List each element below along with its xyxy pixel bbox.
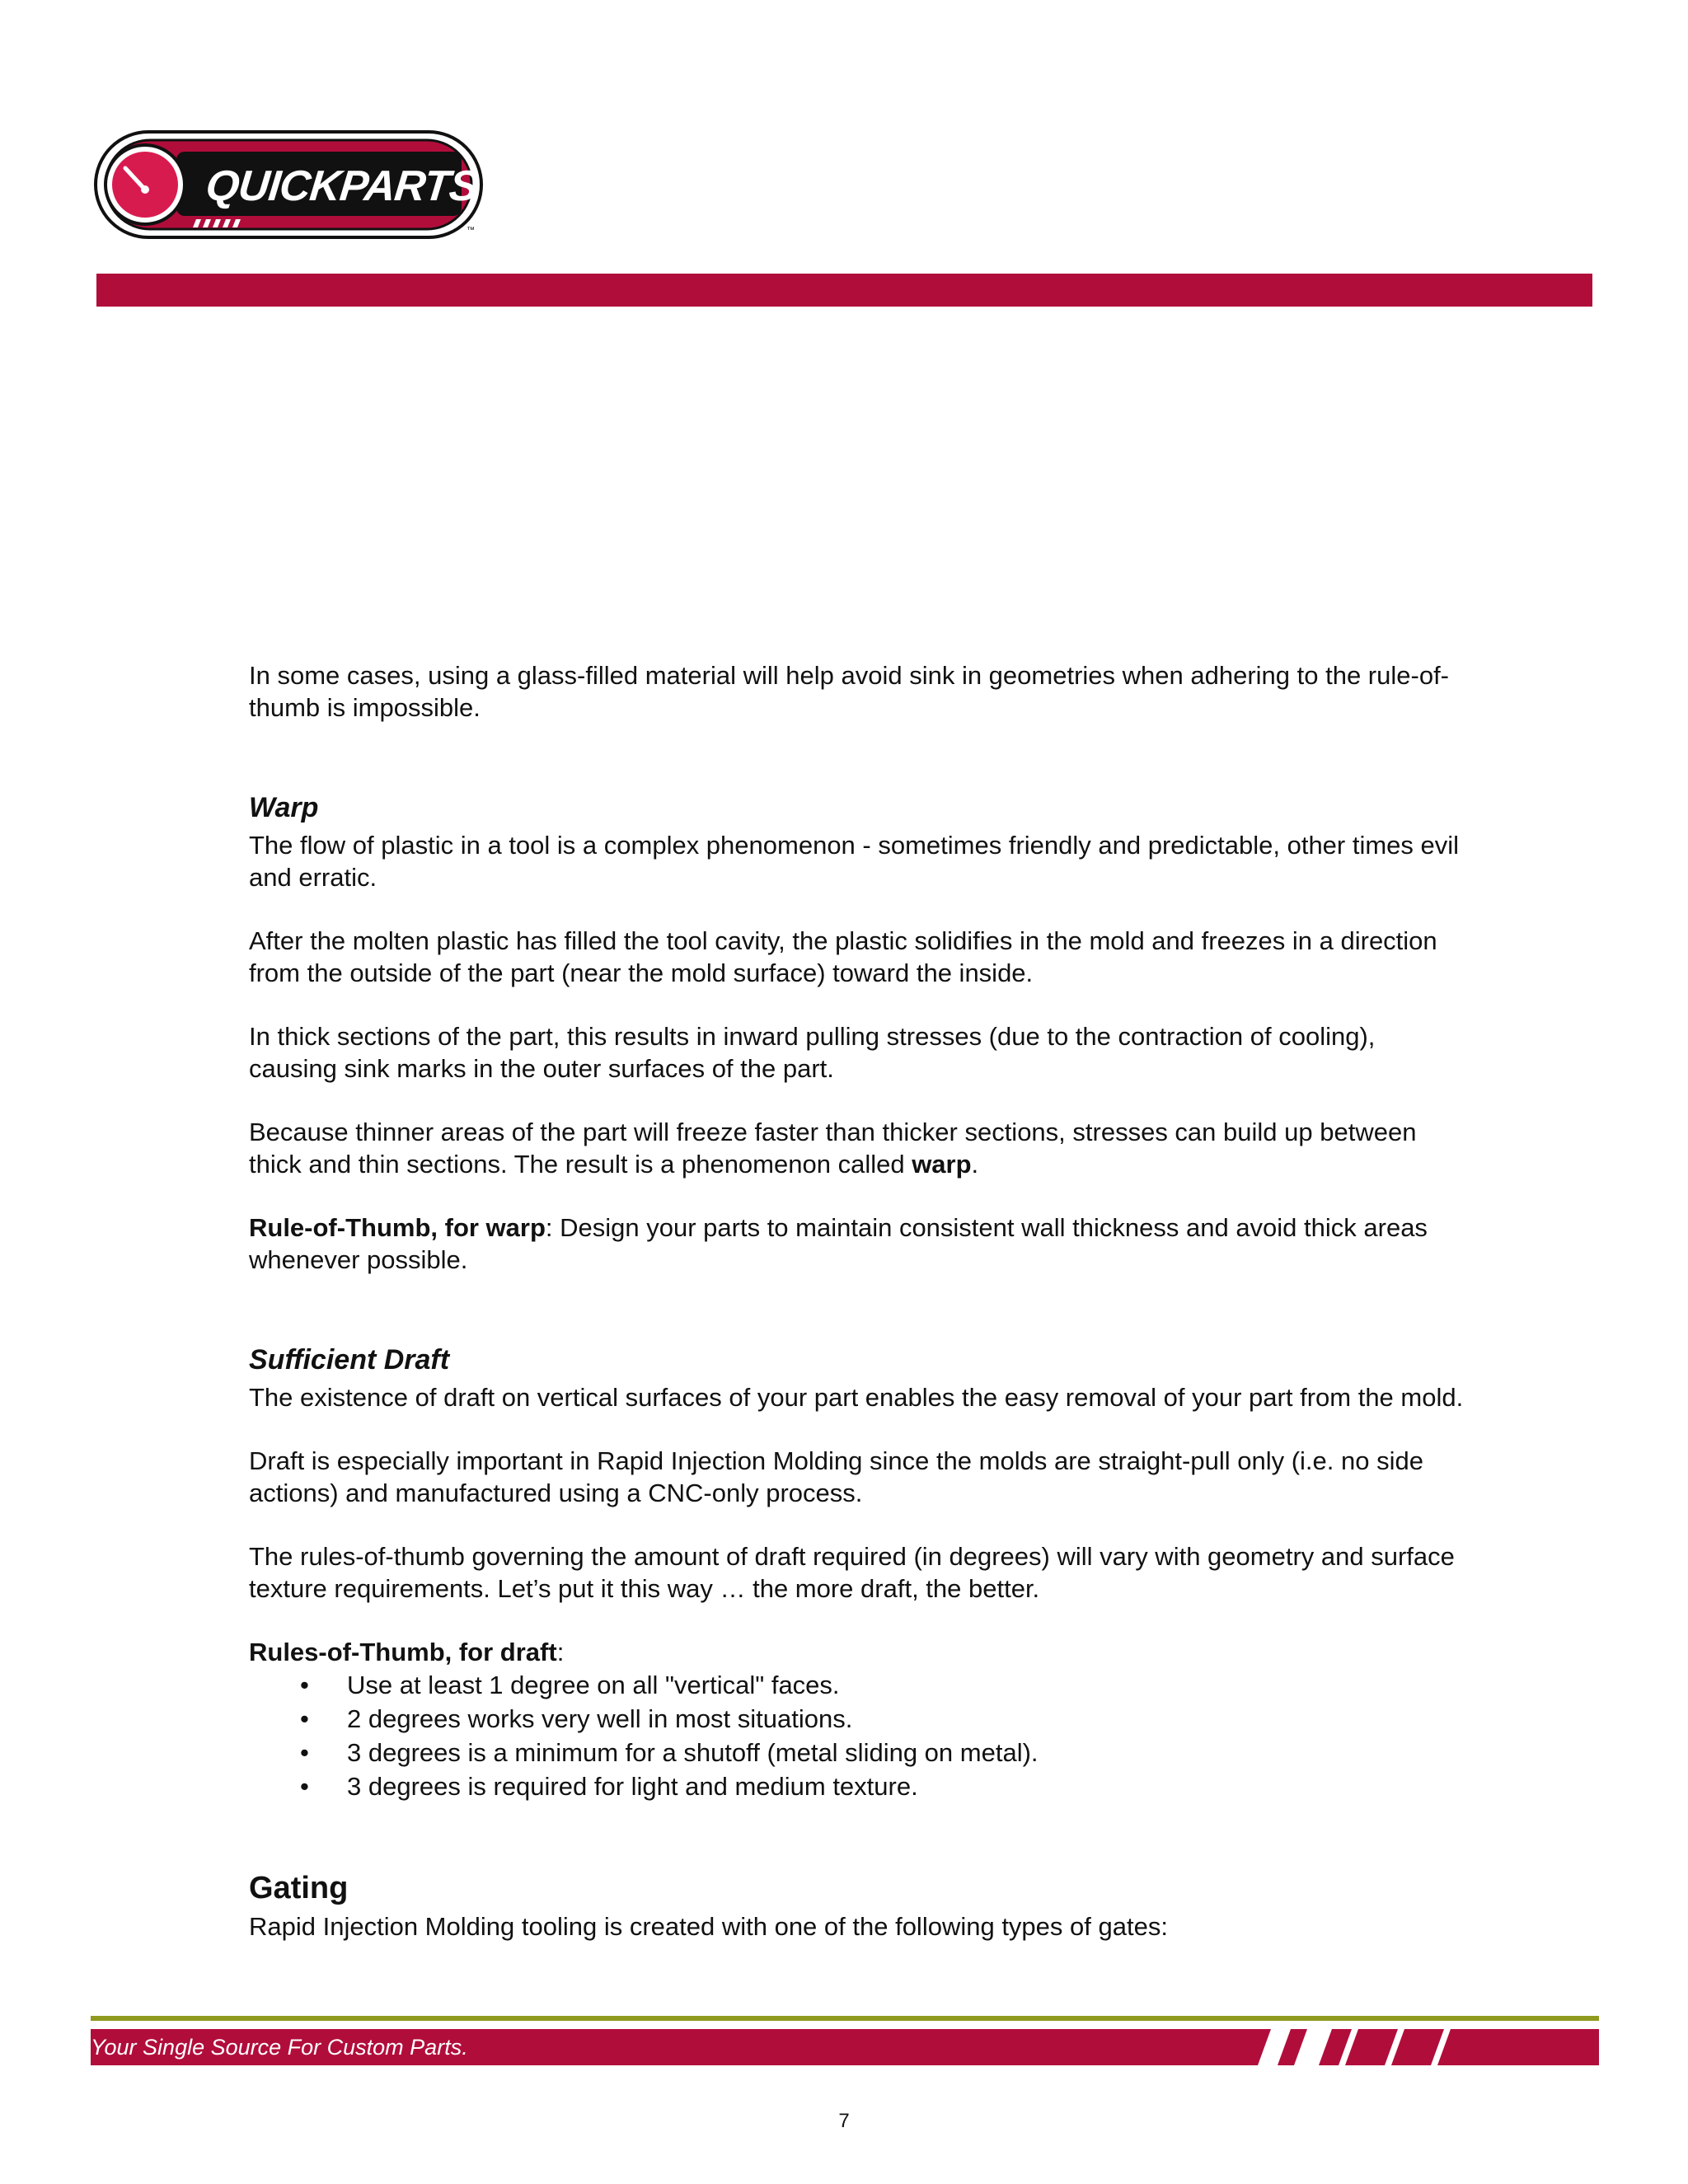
intro-paragraph: In some cases, using a glass-filled material will help avoid sink in geometries when adhering to the rule-of-thumb is impossible. xyxy=(249,661,1450,722)
draft-paragraph-3: The rules-of-thumb governing the amount of draft required (in degrees) will vary with geometry and surface texture requirements. Let’s put it this way … the more draft, the better. xyxy=(249,1542,1455,1603)
bullet-glyph: • xyxy=(300,1738,309,1767)
footer-tagline: Your Single Source For Custom Parts. xyxy=(91,2035,468,2060)
list-item xyxy=(249,1736,1469,1769)
header-bar xyxy=(96,274,1592,307)
draft-paragraph-1: The existence of draft on vertical surfaces of your part enables the easy removal of your part from the mold. xyxy=(249,1383,1464,1412)
warp-paragraph-4 xyxy=(249,1116,1469,1180)
draft-rules-label xyxy=(249,1636,1469,1668)
list-item-text: 3 degrees is required for light and medium texture. xyxy=(347,1772,918,1801)
bullet-glyph: • xyxy=(300,1772,309,1801)
section-heading-draft: Sufficient Draft xyxy=(249,1344,450,1376)
draft-rules-list xyxy=(249,1668,1469,1803)
section-heading-warp: Warp xyxy=(249,792,319,823)
trademark-mark: ™ xyxy=(467,226,475,235)
warp-p4-text: Because thinner areas of the part will freeze faster than thicker sections, stresses can build up between thick and thin sections. The result is a phenomenon called xyxy=(249,1118,1417,1179)
draft-rules-bold: Rules-of-Thumb, for draft xyxy=(249,1638,557,1666)
list-item-text: 2 degrees works very well in most situations. xyxy=(347,1704,853,1733)
list-item-text: 3 degrees is a minimum for a shutoff (metal sliding on metal). xyxy=(347,1738,1039,1767)
warp-rule-of-thumb xyxy=(249,1212,1469,1276)
warp-paragraph-3: In thick sections of the part, this results in inward pulling stresses (due to the contraction of cooling), causing sink marks in the outer surfaces of the part. xyxy=(249,1022,1376,1083)
page-number: 7 xyxy=(838,2110,850,2132)
bullet-glyph: • xyxy=(300,1671,309,1699)
warp-paragraph-1: The flow of plastic in a tool is a complex phenomenon - sometimes friendly and predictable, other times evil and erratic. xyxy=(249,831,1460,892)
section-heading-gating: Gating xyxy=(249,1871,349,1905)
draft-paragraph-2: Draft is especially important in Rapid Injection Molding since the molds are straight-pull only (i.e. no side actions) and manufactured using a CNC-only process. xyxy=(249,1446,1423,1507)
list-item xyxy=(249,1668,1469,1702)
gating-paragraph-1: Rapid Injection Molding tooling is created with one of the following types of gates: xyxy=(249,1912,1168,1941)
document-body xyxy=(249,659,1469,1943)
warp-rule-label: Rule-of-Thumb, for warp xyxy=(249,1213,546,1242)
logo-wordmark: QUICKPARTS xyxy=(203,162,481,210)
warp-paragraph-2: After the molten plastic has filled the tool cavity, the plastic solidifies in the mold and freezes in a direction from the outside of the part (near the mold surface) toward the inside. xyxy=(249,926,1437,987)
footer-stripes-graphic xyxy=(1253,2029,1599,2065)
draft-rules-colon: : xyxy=(556,1638,565,1666)
warp-p4-end: . xyxy=(971,1150,979,1179)
bullet-glyph: • xyxy=(300,1704,309,1733)
list-item xyxy=(249,1769,1469,1803)
footer-accent-line xyxy=(91,2016,1599,2021)
warp-rule-text: : Design your parts to maintain consistent wall thickness and avoid thick areas whenever possible. xyxy=(249,1213,1428,1274)
warp-term: warp xyxy=(912,1150,972,1179)
list-item-text: Use at least 1 degree on all "vertical" faces. xyxy=(347,1671,840,1699)
list-item xyxy=(249,1702,1469,1736)
